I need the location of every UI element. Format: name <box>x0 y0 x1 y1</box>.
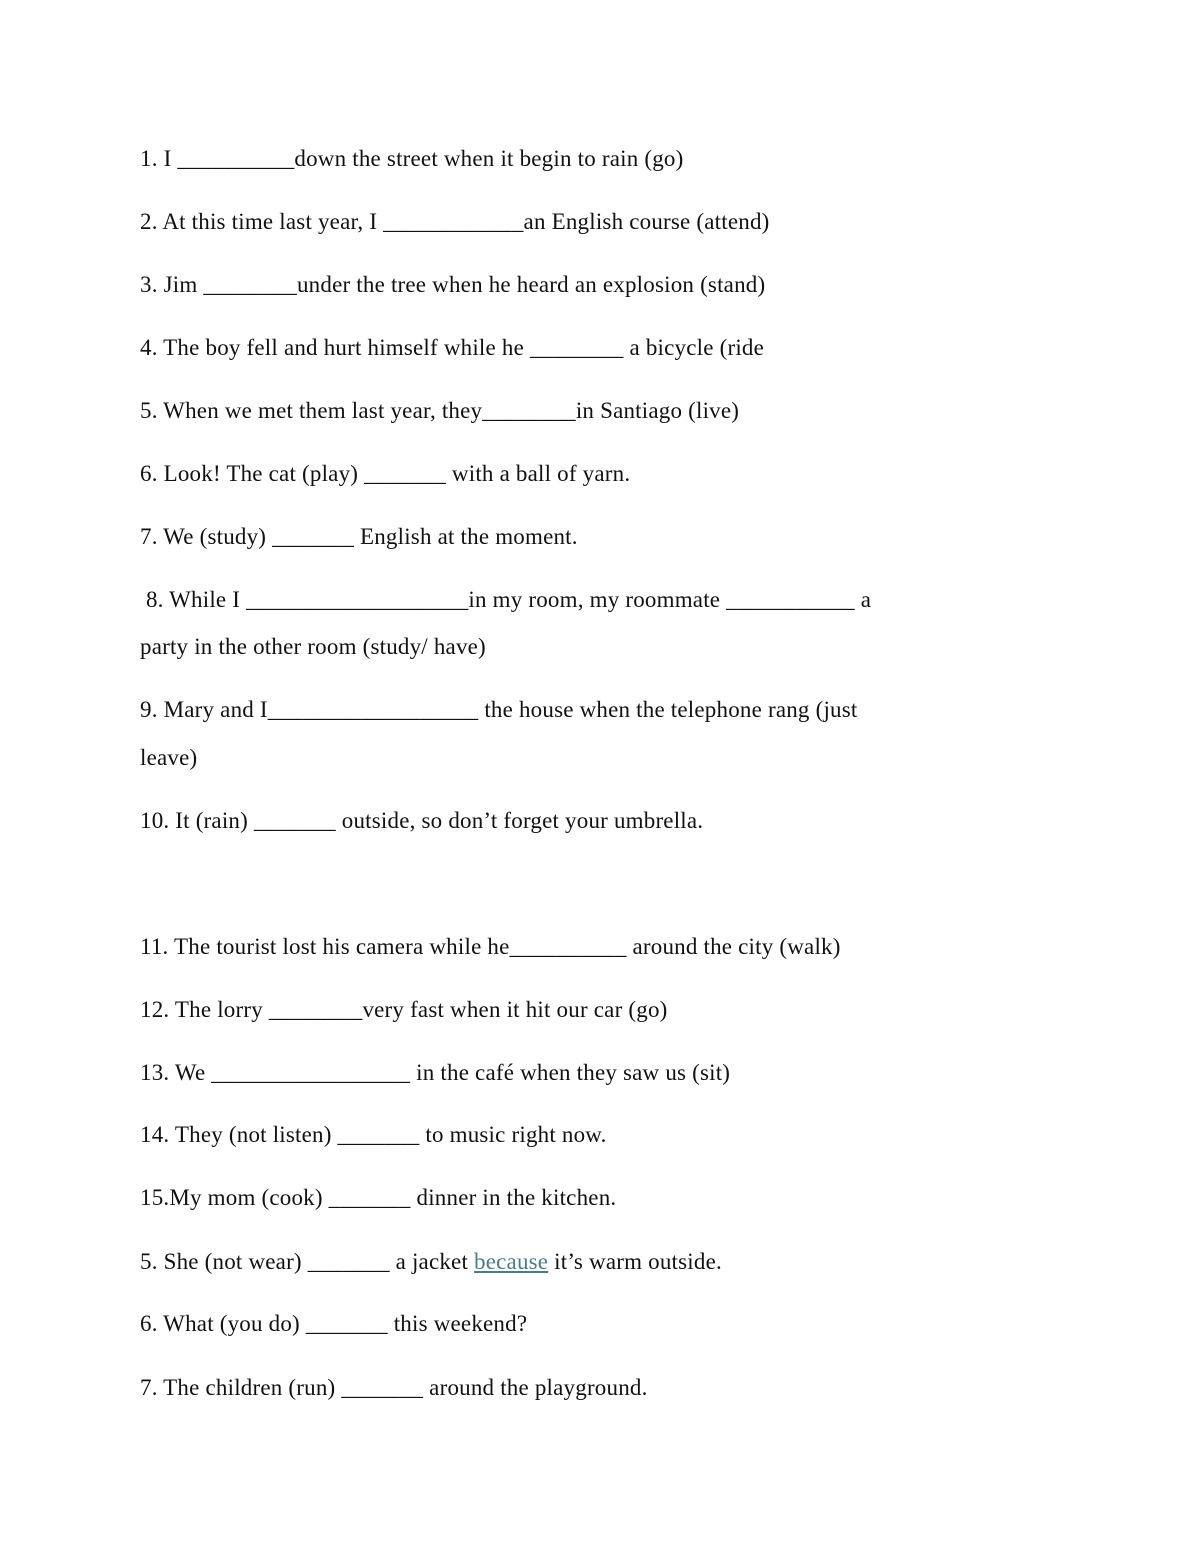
exercise-line-4: 4. The boy fell and hurt himself while he ________ a bicycle (ride <box>140 335 765 360</box>
exercise-line-10: 10. It (rain) _______ outside, so don’t forget your umbrella. <box>140 808 704 833</box>
exercise-line-1: 1. I __________down the street when it begin to rain (go) <box>140 146 684 171</box>
exercise-line-5b <box>140 1248 722 1276</box>
exercise-line-5: 5. When we met them last year, they________in Santiago (live) <box>140 398 740 423</box>
exercise-line-13: 13. We _________________ in the café when they saw us (sit) <box>140 1060 731 1085</box>
exercise-line-15: 15.My mom (cook) _______ dinner in the kitchen. <box>140 1185 617 1210</box>
exercise-line-7: 7. We (study) _______ English at the moment. <box>140 524 578 549</box>
because-link[interactable]: because <box>474 1249 549 1274</box>
exercise-line-2: 2. At this time last year, I ____________an English course (attend) <box>140 209 770 234</box>
exercise-line-3: 3. Jim ________under the tree when he heard an explosion (stand) <box>140 272 766 297</box>
exercise-line-6b: 6. What (you do) _______ this weekend? <box>140 1311 528 1336</box>
line-text-before-link: 5. She (not wear) _______ a jacket <box>140 1249 475 1274</box>
line-text-after-link: it’s warm outside. <box>548 1249 722 1274</box>
exercise-line-8a: 8. While I ___________________in my room, my roommate ___________ a <box>140 587 872 612</box>
exercise-line-12: 12. The lorry ________very fast when it hit our car (go) <box>140 997 668 1022</box>
exercise-line-7b: 7. The children (run) _______ around the playground. <box>140 1375 648 1400</box>
exercise-line-8b: party in the other room (study/ have) <box>140 634 486 659</box>
exercise-line-11: 11. The tourist lost his camera while he__________ around the city (walk) <box>140 934 841 959</box>
exercise-line-6: 6. Look! The cat (play) _______ with a ball of yarn. <box>140 461 631 486</box>
exercise-line-14: 14. They (not listen) _______ to music right now. <box>140 1122 607 1147</box>
exercise-line-9a: 9. Mary and I__________________ the house when the telephone rang (just <box>140 697 858 722</box>
exercise-line-9b: leave) <box>140 745 198 770</box>
